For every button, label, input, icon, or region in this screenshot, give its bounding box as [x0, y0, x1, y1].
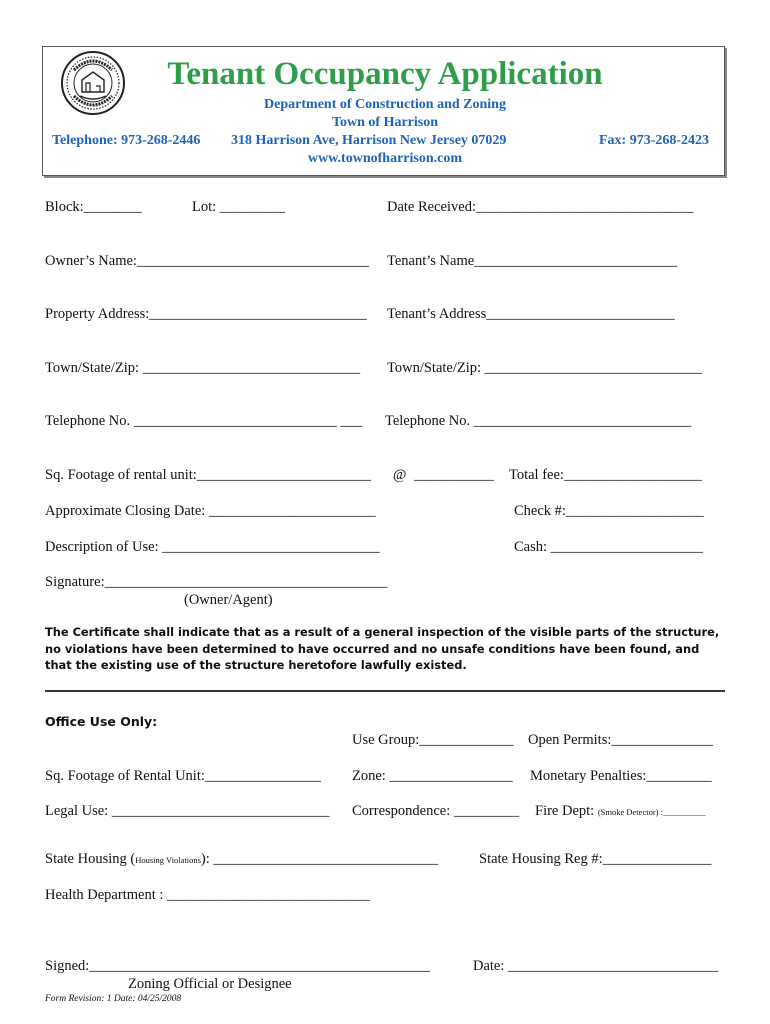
town-name: Town of Harrison	[331, 115, 439, 130]
cash-field[interactable]: Cash: _____________________	[514, 539, 703, 555]
housing-violations-label: Housing Violations	[135, 855, 201, 865]
signed-field[interactable]: Signed:_______________________________________________	[45, 958, 431, 974]
owner-telephone-field[interactable]: Telephone No. ____________________________ ___	[45, 413, 363, 429]
office-use-heading: Office Use Only:	[45, 714, 158, 729]
signature-field[interactable]: Signature:_______________________________________	[45, 574, 388, 590]
state-housing-reg-field[interactable]: State Housing Reg #:_______________	[479, 851, 712, 867]
website-link[interactable]: www.townofharrison.com	[308, 151, 462, 166]
rental-sq-footage-field[interactable]: Sq. Footage of Rental Unit:________________	[45, 768, 321, 784]
street-address: 318 Harrison Ave, Harrison New Jersey 07029	[231, 133, 507, 148]
fire-dept-field[interactable]	[535, 803, 705, 820]
state-housing-line: ): _______________________________	[200, 851, 439, 867]
sq-footage-field[interactable]: Sq. Footage of rental unit:________________________	[45, 467, 371, 483]
zone-field[interactable]: Zone: _________________	[352, 768, 513, 784]
tenant-town-state-zip-field[interactable]: Town/State/Zip: ______________________________	[387, 360, 703, 376]
department-name: Department of Construction and Zoning	[264, 97, 506, 112]
section-divider	[45, 690, 725, 692]
at-symbol: @	[393, 467, 407, 483]
date-received-field[interactable]: Date Received:______________________________	[387, 199, 694, 215]
tenant-telephone-field[interactable]: Telephone No. ______________________________	[385, 413, 692, 429]
health-department-field[interactable]: Health Department : ____________________________	[45, 887, 370, 903]
signed-date-field[interactable]: Date: _____________________________	[473, 958, 719, 974]
owner-agent-caption: (Owner/Agent)	[184, 592, 273, 608]
description-of-use-field[interactable]: Description of Use: ______________________________	[45, 539, 380, 555]
zoning-official-caption: Zoning Official or Designee	[128, 976, 292, 992]
check-number-field[interactable]: Check #:___________________	[514, 503, 704, 519]
page-title: Tenant Occupancy Application	[167, 56, 603, 92]
monetary-penalties-field[interactable]: Monetary Penalties:_________	[530, 768, 712, 784]
lot-field[interactable]: Lot: _________	[192, 199, 286, 215]
use-group-field[interactable]: Use Group:_____________	[352, 732, 514, 748]
correspondence-field[interactable]: Correspondence: _________	[352, 803, 520, 819]
form-revision: Form Revision: 1 Date: 04/25/2008	[45, 994, 182, 1004]
tenants-address-field[interactable]: Tenant’s Address__________________________	[387, 306, 675, 322]
rate-field[interactable]: ___________	[414, 467, 494, 483]
state-housing-field[interactable]	[45, 851, 438, 868]
smoke-detector-label: (Smoke Detector) :__________	[597, 807, 706, 817]
fax-number: Fax: 973-268-2423	[599, 133, 710, 148]
certificate-statement: The Certificate shall indicate that as a result of a general inspection of the visible parts of the structure, no violations have been determined to have occurred and no unsafe conditions have been found, and that the existing use of the structure heretofore lawfully existed.	[45, 625, 720, 672]
property-address-field[interactable]: Property Address:______________________________	[45, 306, 367, 322]
total-fee-field[interactable]: Total fee:___________________	[509, 467, 702, 483]
fire-dept-label: Fire Dept:	[535, 803, 595, 819]
open-permits-field[interactable]: Open Permits:______________	[528, 732, 713, 748]
legal-use-field[interactable]: Legal Use: ______________________________	[45, 803, 330, 819]
owner-town-state-zip-field[interactable]: Town/State/Zip: ______________________________	[45, 360, 361, 376]
tenants-name-field[interactable]: Tenant’s Name____________________________	[387, 253, 678, 269]
telephone-number: Telephone: 973-268-2446	[52, 133, 201, 148]
owners-name-field[interactable]: Owner’s Name:________________________________	[45, 253, 369, 269]
closing-date-field[interactable]: Approximate Closing Date: _______________________	[45, 503, 376, 519]
state-housing-label: State Housing (	[45, 851, 136, 867]
block-field[interactable]: Block:________	[45, 199, 142, 215]
